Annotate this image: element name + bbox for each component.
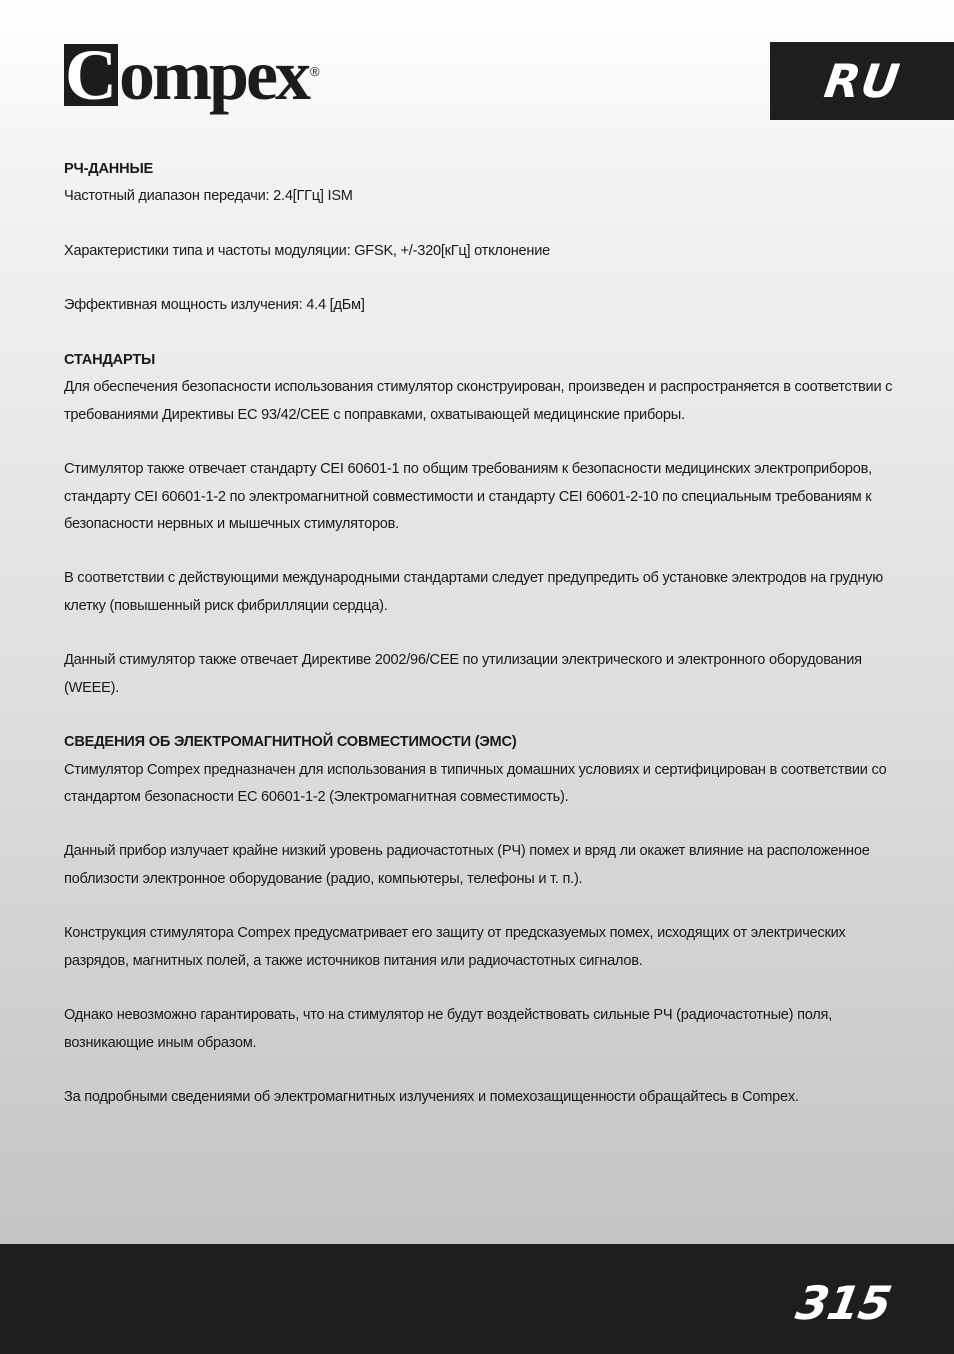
paragraph: Данный стимулятор также отвечает Директиве 2002/96/CEE по утилизации электрического и электронного оборудования (WEEE). (64, 652, 862, 696)
section-heading: СТАНДАРТЫ (64, 352, 156, 369)
section-heading: СВЕДЕНИЯ ОБ ЭЛЕКТРОМАГНИТНОЙ СОВМЕСТИМОСТИ (ЭМС) (64, 734, 517, 751)
paragraph: Данный прибор излучает крайне низкий уровень радиочастотных (РЧ) помех и вряд ли окажет влияние на расположенное поблизости электронное оборудование (радио, компьютеры, телефоны и т. п.). (64, 843, 870, 887)
paragraph: За подробными сведениями об электромагнитных излучениях и помехозащищенности обращайтесь в Compex. (64, 1089, 799, 1106)
registered-mark: ® (309, 64, 320, 79)
section-standards (64, 347, 894, 702)
paragraph: Эффективная мощность излучения: 4.4 [дБм] (64, 297, 365, 314)
section-rf-data (64, 156, 894, 320)
section-heading: РЧ-ДАННЫЕ (64, 161, 154, 177)
language-tab (770, 42, 954, 120)
footer-band (0, 1244, 954, 1354)
section-emc (64, 729, 894, 1111)
compex-logo (64, 35, 320, 120)
language-code: RU (820, 54, 904, 108)
paragraph: Стимулятор также отвечает стандарту CEI 60601-1 по общим требованиям к безопасности медицинских электроприборов, стандарту CEI 60601-1-2 по электромагнитной совместимости и стандарту CEI 60601-2-10 по специальным требованиям к безопасности нервных и мышечных стимуляторов. (64, 461, 872, 532)
paragraph: Конструкция стимулятора Compex предусматривает его защиту от предсказуемых помех, исходящих от электрических разрядов, магнитных полей, а также источников питания или радиочастотных сигналов. (64, 925, 846, 969)
paragraph: Стимулятор Compex предназначен для использования в типичных домашних условиях и сертифицирован в соответствии со стандартом безопасности EC 60601-1-2 (Электромагнитная совместимость). (64, 761, 887, 805)
paragraph: Частотный диапазон передачи: 2.4[ГГц] ISM (64, 188, 353, 205)
paragraph: Однако невозможно гарантировать, что на стимулятор не будут воздействовать сильные РЧ (радиочастотные) поля, возникающие иным образом. (64, 1007, 833, 1051)
paragraph: Характеристики типа и частоты модуляции: GFSK, +/-320[кГц] отклонение (64, 242, 550, 259)
page-content (64, 156, 894, 1139)
paragraph: Для обеспечения безопасности использования стимулятор сконструирован, произведен и распространяется в соответствии с требованиями Директивы ЕС 93/42/CEE с поправками, охватывающей медицинские приборы. (64, 379, 893, 423)
paragraph: В соответствии с действующими международными стандартами следует предупредить об установке электродов на грудную клетку (повышенный риск фибрилляции сердца). (64, 570, 883, 614)
page-number: 315 (792, 1276, 895, 1330)
logo-initial-block: C (65, 44, 117, 106)
logo-wordmark: ompex (119, 35, 308, 115)
